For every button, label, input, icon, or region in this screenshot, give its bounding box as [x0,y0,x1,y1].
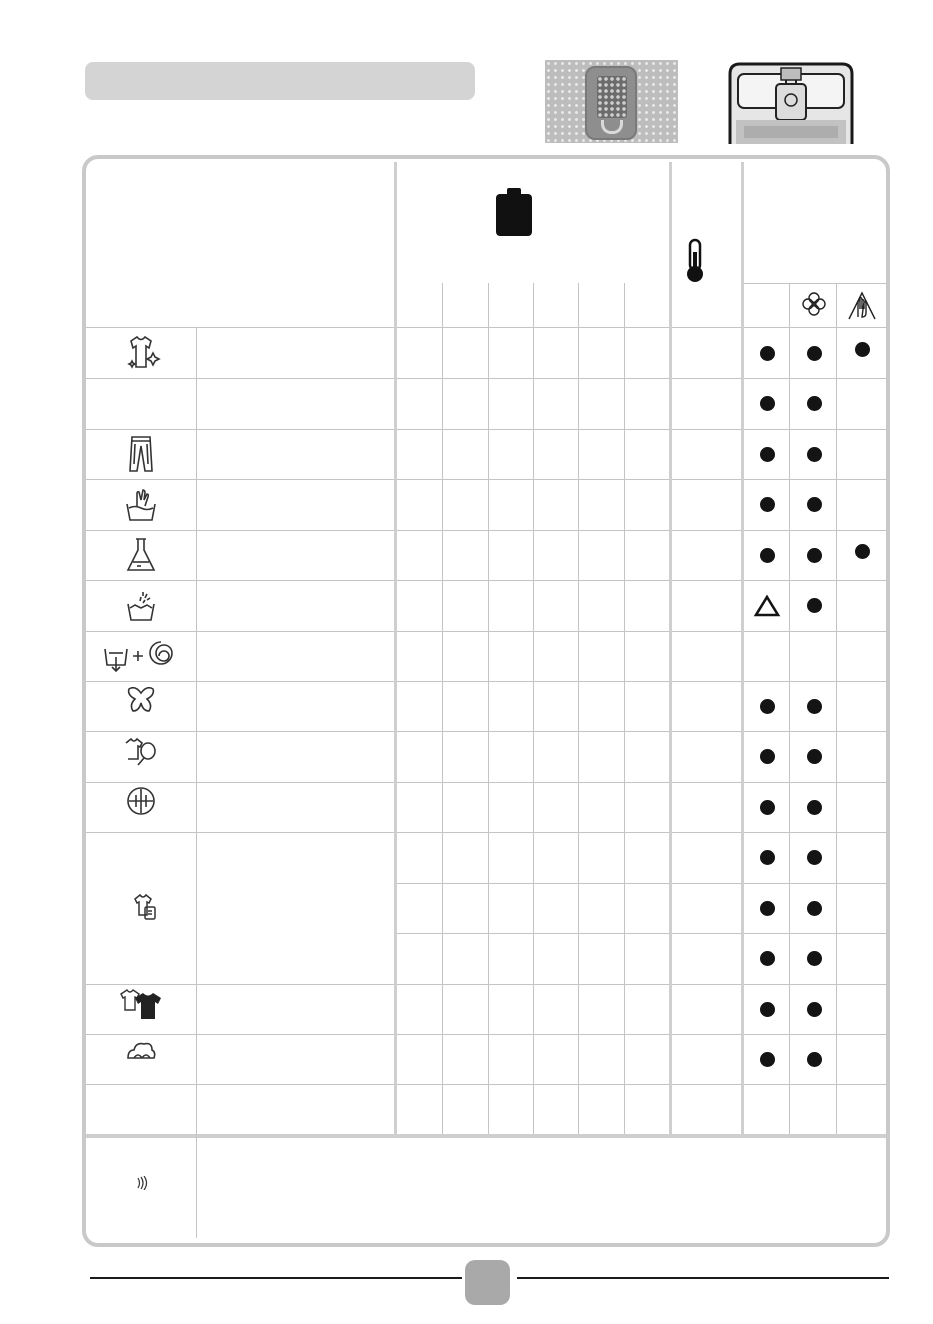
option-dot-mark [807,901,822,916]
option-dot-mark [760,497,775,512]
option-dot-mark [760,346,775,361]
option-triangle-mark [753,594,781,618]
grid-line-row [86,832,886,833]
grid-col-load [578,283,579,1134]
wool-ball-icon [124,1038,158,1072]
eco-icon [87,378,195,429]
grid-col-load [488,283,489,1134]
option-dot-mark [807,1052,822,1067]
grid-line-smart-touch [86,1134,886,1138]
option-dot-mark [807,497,822,512]
option-dot-mark [807,749,822,764]
option-dot-mark [760,1002,775,1017]
grid-col-softener [789,283,790,1134]
option-dot-mark [807,850,822,865]
grid-col-temp [669,162,672,1135]
grid-line-row [86,530,886,531]
grid-col-icon [196,328,197,1238]
page-number-badge [465,1260,510,1305]
footer-rule-right [517,1277,889,1279]
grid-col-load [533,283,534,1134]
grid-line-detergent [743,283,886,284]
color-shirts-20c-icon [119,986,163,1024]
mixed-icon [87,782,195,832]
color-20c-icon [87,984,195,1034]
smart-touch-icon [87,1140,195,1235]
cotton-stain-shirt-icon [87,328,195,378]
option-dot-mark [807,447,822,462]
option-dot-mark [760,800,775,815]
option-dot-mark [760,447,775,462]
option-dot-mark [760,951,775,966]
grid-line-row [86,984,886,985]
grid-line-row [86,429,886,430]
option-dot-mark [807,548,822,563]
grid-col-detergent [741,162,744,1135]
grid-line-row [86,1084,886,1085]
rapid-icon [87,832,195,984]
detergent-drawer-diagram [726,60,856,144]
hygiene-flask-icon [87,530,195,580]
sport-racket-icon [124,735,158,771]
grid-line-row [86,1034,886,1035]
jeans-icon [87,429,195,479]
grid-line-row [86,782,886,783]
option-dot-mark [807,699,822,714]
mixed-fabric-icon [125,785,157,821]
delicates-butterfly-icon [87,681,195,731]
butterfly-icon [125,685,157,719]
option-dot-mark [807,951,822,966]
option-dot-mark [807,396,822,411]
option-dot-mark [807,1002,822,1017]
grid-line-row [397,933,886,934]
option-dot-mark [760,396,775,411]
grid-line-row [86,479,886,480]
option-dot-mark [760,850,775,865]
option-dot-mark [807,346,822,361]
footer-rule-left [90,1277,462,1279]
stain-hand-icon [846,289,878,321]
wool-icon [87,1034,195,1084]
grid-col-stain [836,283,837,1134]
grid-col-program [394,162,397,1135]
grid-line-row [397,883,886,884]
sport-icon [87,731,195,782]
softener-flower-icon [801,291,827,317]
option-dot-mark [807,800,822,815]
shirt-detergent-icon [131,891,157,925]
temperature-icon [684,234,734,282]
rinse-icon [87,580,195,631]
drain-spin-icon [87,631,195,681]
grid-line-header [86,327,886,328]
grid-line-row [86,731,886,732]
nfc-wave-icon [136,1176,148,1190]
option-dot-mark [760,901,775,916]
load-weight-icon [496,188,532,236]
option-dot-mark [855,342,870,357]
option-dot-mark [760,1052,775,1067]
hand-wash-icon [87,479,195,530]
option-dot-mark [760,699,775,714]
detergent-drawer-photo [545,60,678,143]
grid-line-row [86,681,886,682]
grid-line-row [86,580,886,581]
grid-line-row [86,378,886,379]
option-dot-mark [760,749,775,764]
grid-line-row [86,631,886,632]
grid-col-load [442,283,443,1134]
option-dot-mark [760,548,775,563]
option-dot-mark [855,544,870,559]
option-dot-mark [807,598,822,613]
grid-col-load [624,283,625,1134]
section-title-bar [85,62,475,100]
